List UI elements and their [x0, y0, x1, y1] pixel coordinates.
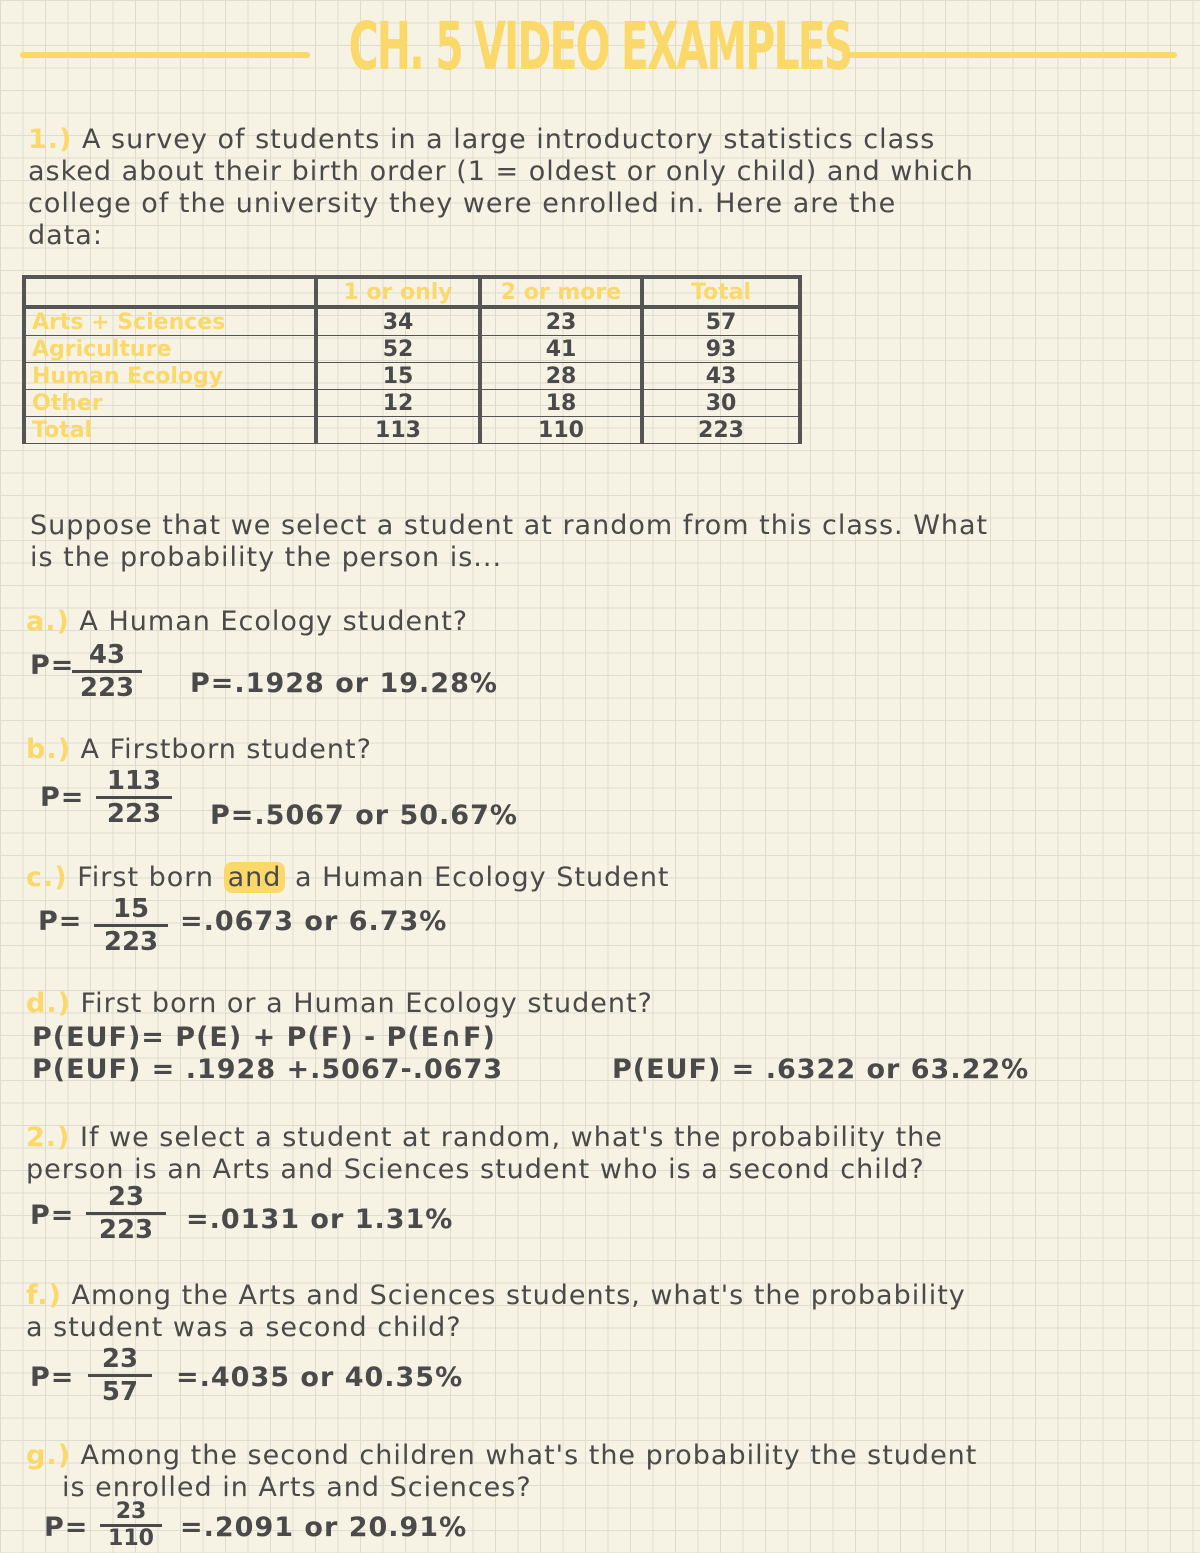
table-row	[24, 336, 800, 363]
row-label: Total	[24, 417, 316, 444]
fraction-numerator: 23	[88, 1344, 152, 1377]
column-header: 1 or only	[316, 277, 480, 307]
table-row	[24, 390, 800, 417]
part-g-label: g.)	[26, 1440, 71, 1471]
question-1-line: 1.) A survey of students in a large introductory statistics class	[28, 124, 936, 155]
part-c-answer: =.0673 or 6.73%	[180, 906, 448, 937]
part-b-question: b.) A Firstborn student?	[26, 734, 372, 765]
fraction-denominator: 223	[103, 927, 159, 957]
table-cell: 34	[316, 307, 480, 336]
table-cell: 110	[480, 417, 642, 444]
part-d-formula: P(EUF)= P(E) + P(F) - P(E∩F)	[32, 1022, 496, 1053]
part-f-fraction	[88, 1344, 152, 1407]
fraction-denominator: 110	[108, 1526, 154, 1551]
question-1-line: college of the university they were enrolled in. Here are the	[28, 188, 897, 219]
table-header-row	[24, 277, 800, 307]
part-f-question: f.) Among the Arts and Sciences students, what's the probability a student was a second child?	[26, 1280, 966, 1343]
page-title: CH. 5 VIDEO EXAMPLES	[348, 8, 852, 85]
highlighted-and: and	[224, 862, 286, 893]
table-cell: 30	[642, 390, 800, 417]
row-label: Agriculture	[24, 336, 316, 363]
column-header: Total	[642, 277, 800, 307]
table-cell: 93	[642, 336, 800, 363]
table-cell: 113	[316, 417, 480, 444]
question-2-label: 2.)	[26, 1122, 71, 1153]
table-row	[24, 307, 800, 336]
part-b-fraction	[96, 766, 172, 829]
part-f-p: P=	[30, 1362, 75, 1393]
table-cell: 15	[316, 363, 480, 390]
table-cell: 41	[480, 336, 642, 363]
table-cell: 28	[480, 363, 642, 390]
part-g-question: g.) Among the second children what's the probability the student is enrolled in Arts and Sciences?	[26, 1440, 978, 1503]
question-2-fraction	[86, 1182, 166, 1245]
column-header: 2 or more	[480, 277, 642, 307]
fraction-denominator: 223	[98, 1215, 154, 1245]
part-g-p: P=	[44, 1512, 89, 1543]
part-c-p: P=	[38, 906, 83, 937]
table-cell: 18	[480, 390, 642, 417]
part-b-answer: P=.5067 or 50.67%	[210, 800, 518, 831]
fraction-numerator: 23	[86, 1182, 166, 1215]
table-corner-cell	[24, 277, 316, 307]
fraction-denominator: 223	[106, 799, 162, 829]
part-a-answer: P=.1928 or 19.28%	[190, 668, 498, 699]
fraction-numerator: 15	[94, 894, 168, 927]
table-row	[24, 363, 800, 390]
question-1-label: 1.)	[28, 124, 73, 155]
question-1-line: data:	[28, 220, 103, 251]
table-cell: 23	[480, 307, 642, 336]
table-cell: 12	[316, 390, 480, 417]
fraction-denominator: 57	[101, 1377, 139, 1407]
part-g-fraction	[100, 1500, 162, 1551]
part-f-label: f.)	[26, 1280, 62, 1311]
table-total-row	[24, 417, 800, 444]
part-a-fraction	[72, 640, 142, 703]
fraction-numerator: 43	[72, 640, 142, 673]
row-label: Other	[24, 390, 316, 417]
question-2: 2.) If we select a student at random, what's the probability the person is an Arts and Sciences student who is a second child?	[26, 1122, 943, 1185]
part-f-answer: =.4035 or 40.35%	[176, 1362, 464, 1393]
part-b-p: P=	[40, 782, 85, 813]
part-c-label: c.)	[26, 862, 68, 893]
part-d-answer: P(EUF) = .6322 or 63.22%	[612, 1054, 1030, 1085]
part-b-label: b.)	[26, 734, 71, 765]
part-c-question: c.) First born and a Human Ecology Student	[26, 862, 670, 893]
part-d-substitution: P(EUF) = .1928 +.5067-.0673	[32, 1054, 504, 1085]
suppose-text: Suppose that we select a student at random from this class. What is the probability the person is...	[30, 510, 989, 573]
question-1-line: asked about their birth order (1 = oldest or only child) and which	[28, 156, 974, 187]
row-label: Human Ecology	[24, 363, 316, 390]
row-label: Arts + Sciences	[24, 307, 316, 336]
part-d-question: d.) First born or a Human Ecology student?	[26, 988, 653, 1019]
fraction-numerator: 23	[100, 1500, 162, 1527]
table-cell: 52	[316, 336, 480, 363]
part-a-label: a.)	[26, 606, 70, 637]
table-cell: 43	[642, 363, 800, 390]
fraction-denominator: 223	[79, 673, 135, 703]
table-cell: 223	[642, 417, 800, 444]
part-d-label: d.)	[26, 988, 71, 1019]
part-c-fraction	[94, 894, 168, 957]
birth-order-table	[22, 275, 802, 444]
part-g-answer: =.2091 or 20.91%	[180, 1512, 468, 1543]
fraction-numerator: 113	[96, 766, 172, 799]
question-2-p: P=	[30, 1200, 75, 1231]
question-1	[28, 124, 1178, 252]
table-cell: 57	[642, 307, 800, 336]
part-a-question: a.) A Human Ecology student?	[26, 606, 469, 637]
question-2-answer: =.0131 or 1.31%	[186, 1204, 454, 1235]
part-a-p: P=	[30, 650, 75, 681]
